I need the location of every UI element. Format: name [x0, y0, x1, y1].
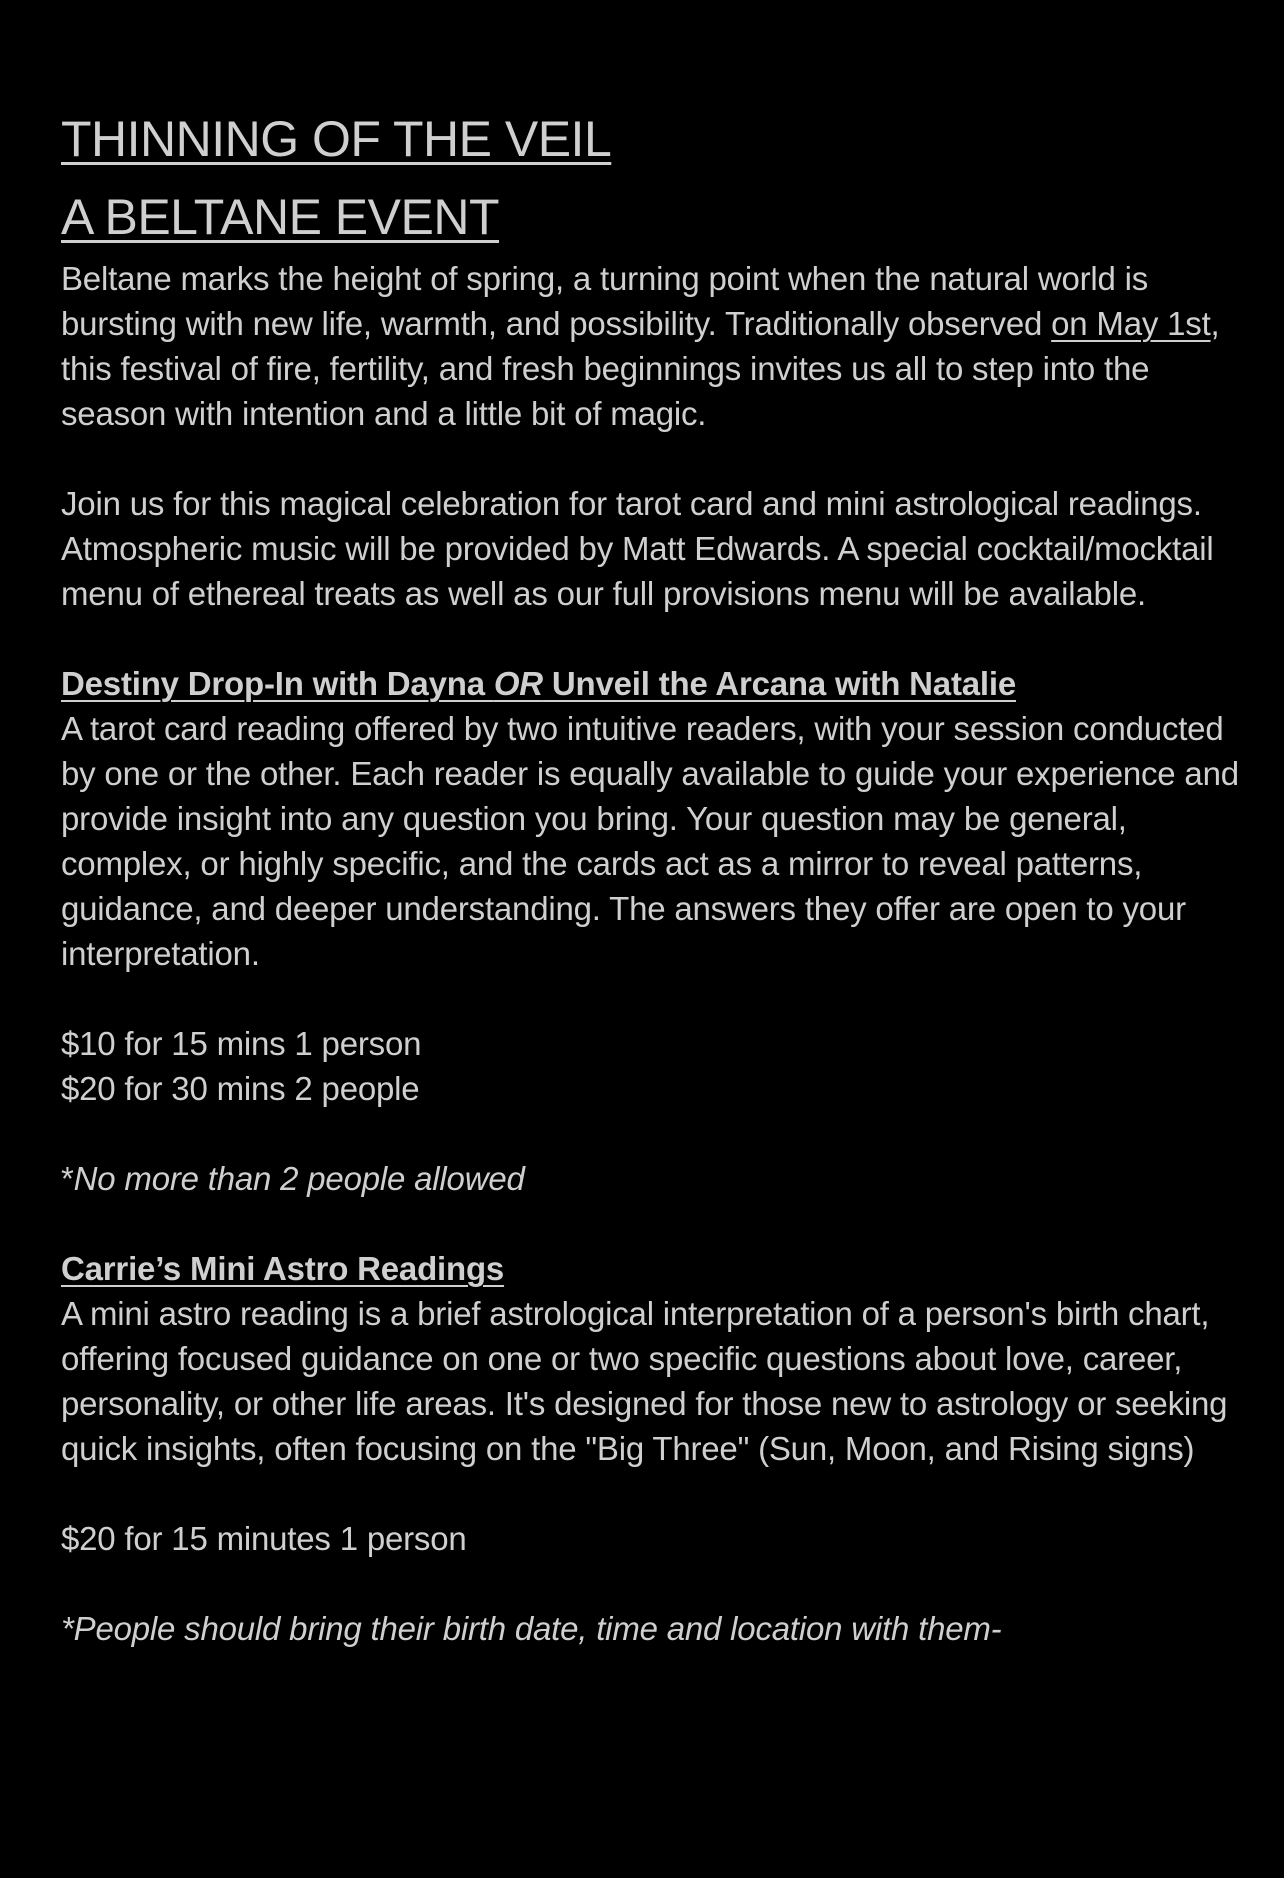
spacer [61, 436, 1241, 481]
event-document [61, 100, 1241, 1651]
intro-paragraph [61, 256, 1241, 436]
tarot-note [61, 1156, 1241, 1201]
spacer [61, 1561, 1241, 1606]
tarot-heading-or: OR [493, 665, 543, 702]
intro-text-start: Beltane marks the height of spring, a turning point when the natural world is bursting with new life, warmth, and possibility. Traditionally observed [61, 260, 1149, 342]
spacer [61, 616, 1241, 661]
tarot-heading-dayna: Destiny Drop-In with Dayna [61, 665, 494, 702]
tarot-heading-natalie: Unveil the Arcana with Natalie [542, 665, 1016, 702]
tarot-heading [61, 661, 1241, 706]
join-paragraph: Join us for this magical celebration for tarot card and mini astrological readings. Atmospheric music will be provided by Matt Edwards. A special cocktail/mocktail menu of ethereal treats as well as our full provisions menu will be available. [61, 485, 1214, 612]
tarot-note-text: No more than 2 people allowed [73, 1160, 525, 1197]
spacer [61, 976, 1241, 1021]
tarot-price-2: $20 for 30 mins 2 people [61, 1070, 420, 1107]
event-title-line-2: A BELTANE EVENT [61, 189, 500, 245]
intro-text-end: , this festival of fire, fertility, and fresh beginnings invites us all to step into the season with intention and a little bit of magic. [61, 305, 1220, 432]
tarot-note-star: * [61, 1160, 74, 1197]
spacer [61, 1111, 1241, 1156]
spacer [61, 1471, 1241, 1516]
tarot-price-1: $10 for 15 mins 1 person [61, 1025, 422, 1062]
tarot-description: A tarot card reading offered by two intuitive readers, with your session conducted by one or the other. Each reader is equally available to guide your experience and provide insight into any question you bring. Your question may be general, complex, or highly specific, and the cards act as a mirror to reveal patterns, guidance, and deeper understanding. The answers they offer are open to your interpretation. [61, 710, 1239, 972]
event-title-line-1: THINNING OF THE VEIL [61, 111, 612, 167]
astro-heading: Carrie’s Mini Astro Readings [61, 1250, 505, 1287]
date-link[interactable]: on May 1st [1051, 305, 1211, 342]
spacer [61, 1201, 1241, 1246]
astro-price: $20 for 15 minutes 1 person [61, 1520, 467, 1557]
astro-note: *People should bring their birth date, time and location with them- [61, 1610, 1002, 1647]
astro-description: A mini astro reading is a brief astrological interpretation of a person's birth chart, offering focused guidance on one or two specific questions about love, career, personality, or other life areas. It's designed for those new to astrology or seeking quick insights, often focusing on the "Big Three" (Sun, Moon, and Rising signs) [61, 1295, 1228, 1467]
